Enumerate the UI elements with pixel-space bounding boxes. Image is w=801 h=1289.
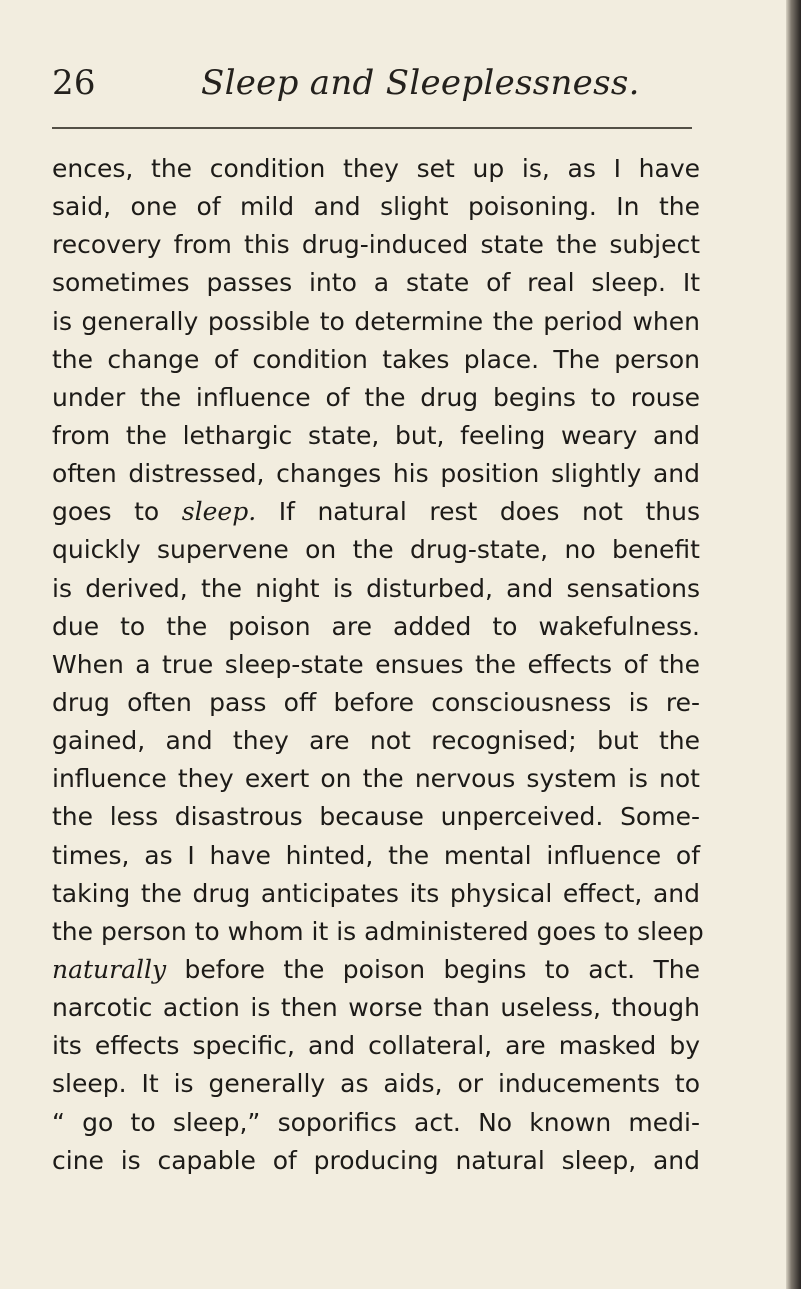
- text-line: When a true sleep-state ensues the effects of the: [52, 649, 700, 679]
- text-line: quickly supervene on the drug-state, no benefit: [52, 535, 700, 565]
- text-line: the change of condition takes place. The person: [52, 344, 700, 374]
- text-line: narcotic action is then worse than useless, though: [52, 993, 700, 1023]
- text-line: the less disastrous because unperceived. Some-: [52, 802, 700, 832]
- text-fragment: before the poison begins to act. The: [166, 954, 700, 984]
- text-line: its effects specific, and collateral, are masked by: [52, 1031, 700, 1061]
- text-line: often distressed, changes his position slightly and: [52, 459, 700, 489]
- text-line: [52, 951, 700, 989]
- text-fragment: goes to: [52, 497, 182, 527]
- text-line: under the influence of the drug begins to rouse: [52, 382, 700, 412]
- emphasis-text: naturally: [52, 954, 167, 984]
- text-line: drug often pass off before consciousness is re-: [52, 687, 700, 717]
- text-line: due to the poison are added to wakefulness.: [52, 611, 700, 641]
- emphasis-text: sleep.: [181, 497, 257, 527]
- page-gutter-shadow: [786, 0, 801, 1289]
- header-divider: [52, 127, 692, 129]
- text-line: the person to whom it is administered goes to sleep: [52, 916, 704, 946]
- text-line: “ go to sleep,” soporifics act. No known medi-: [52, 1107, 700, 1137]
- page-number: 26: [52, 63, 96, 103]
- text-line: recovery from this drug-induced state the subject: [52, 230, 700, 260]
- text-line: gained, and they are not recognised; but the: [52, 726, 700, 756]
- page-header: [52, 62, 729, 110]
- text-line: sometimes passes into a state of real sleep. It: [52, 268, 700, 298]
- text-line: is derived, the night is disturbed, and sensations: [52, 573, 700, 603]
- text-line: ences, the condition they set up is, as I have: [52, 154, 700, 183]
- text-line: said, one of mild and slight poisoning. In the: [52, 192, 700, 222]
- text-line: sleep. It is generally as aids, or inducements to: [52, 1069, 700, 1099]
- text-line: from the lethargic state, but, feeling weary and: [52, 420, 700, 450]
- text-line: cine is capable of producing natural sleep, and: [52, 1145, 700, 1175]
- text-fragment: If natural rest does not thus: [256, 497, 700, 527]
- text-line: [52, 493, 700, 531]
- body-text: [52, 150, 704, 1180]
- text-line: taking the drug anticipates its physical effect, and: [52, 878, 700, 908]
- text-line: is generally possible to determine the period when: [52, 306, 700, 336]
- text-line: influence they exert on the nervous system is not: [52, 764, 700, 794]
- running-title: Sleep and Sleeplessness.: [201, 63, 640, 103]
- text-line: times, as I have hinted, the mental influence of: [52, 840, 700, 870]
